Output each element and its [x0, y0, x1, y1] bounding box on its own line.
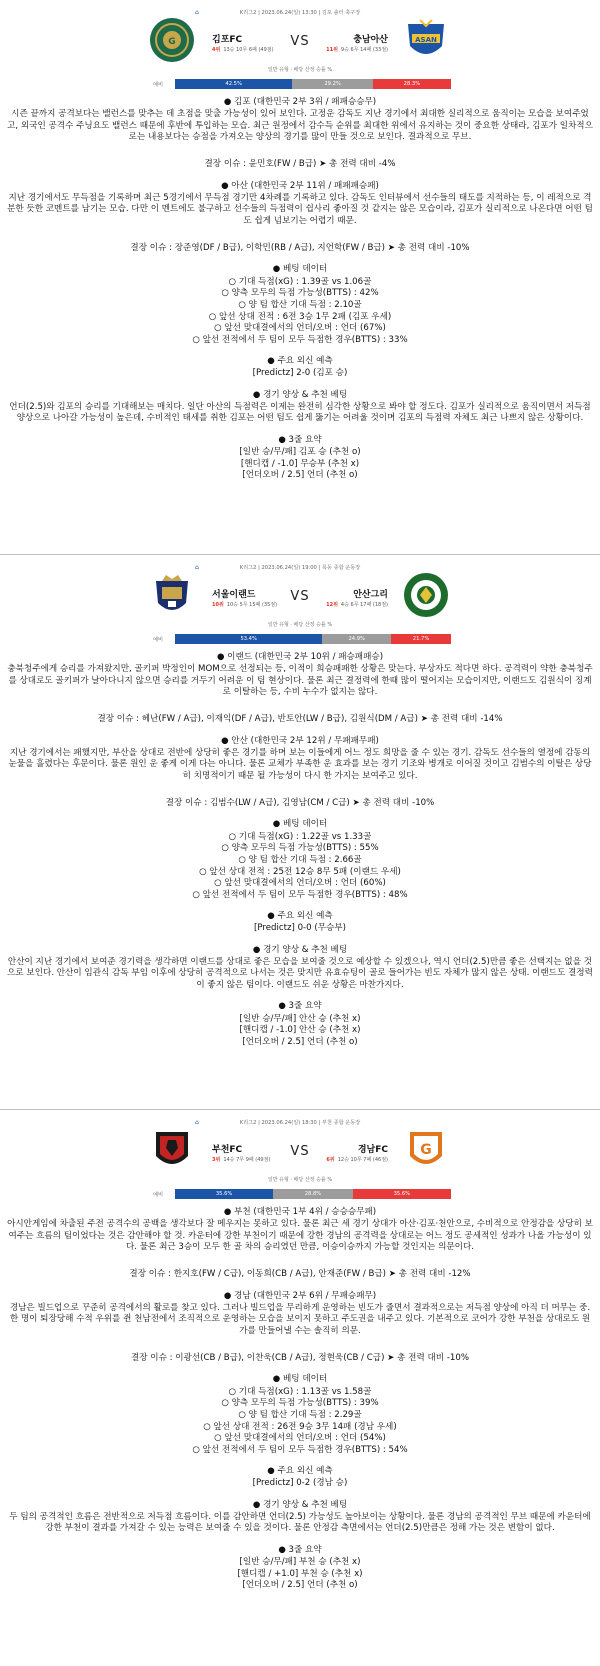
summary-title: ● 3줄 요약	[278, 434, 322, 445]
away-team-issue: 결장 이슈 : 장준영(DF / B급), 이학민(RB / A급), 지언학(FW / B급) ➤ 총 전력 대비 -10%	[130, 243, 470, 254]
away-team-issue: 결장 이슈 : 이광선(CB / B급), 이찬욱(CB / A급), 정현욱(CB / C급) ➤ 총 전력 대비 -10%	[130, 1353, 470, 1364]
away-team-text: 지난 경기에서는 패했지만, 부산을 상대로 전반에 상당히 좋은 경기를 하며 보는 이들에게 어느 정도 희망을 줄 수 있는 경기. 감독도 선수들의 열정에 감동의 눈물을 흘렸다는 후문이다. 물론 원인 운 좋게 이게 다는 아니다. 물론 교체가 부족한 운 효과를 보는 경기 기조와 병개로 이어질 것이고 김범수의 이탈은 상당히 치명적이기 때문 될 가능성이 다시 한 가지는 보여주고 있다.	[8, 748, 592, 781]
odds-lose-segment: 28.3%	[373, 79, 451, 89]
summary-item: [언더오버 / 2.5] 언더 (추천 o)	[242, 1036, 358, 1047]
away-team-title: ● 안산 (대한민국 2부 12위 / 무패패무패)	[221, 735, 379, 746]
match-meta: K리그2 | 2023.06.24(일) 19:00 | 목동 종합 운동장	[239, 565, 361, 571]
home-team-title: ● 김포 (대한민국 2부 3위 / 패패승승무)	[223, 97, 377, 107]
odds-bar	[175, 1189, 451, 1199]
odds-draw-segment: 24.9%	[322, 634, 391, 644]
away-team-record: 12위 4승 6무 17패 (18점)	[326, 602, 388, 608]
home-team-text: 충북청주에게 승리를 가져왔지만, 골키퍼 박정인이 MOM으로 선정되는 등, 이적이 희승패패한 상황은 맞는다. 부상자도 적다면 하다. 공격력이 약한 충북청주를 상대로도 골키퍼가 날아다니지 않으면 승리를 거두기 어려운 이 팀 현상이다. 물론 최근 결정력에 한때 많이 떨어지는 모습이지만, 이랜드도 김원식이 징계로 이탈하는 등, 수비 누수가 없지는 않다.	[7, 664, 593, 698]
betting-item: ○ 앞선 상대 전적 : 26전 9승 3무 14패 (경남 우세)	[203, 1421, 397, 1432]
vs-label: VS	[290, 34, 310, 49]
summary-item: [언더오버 / 2.5] 언더 (추천 o)	[242, 470, 358, 481]
betting-item: ○ 양측 모두의 득점 가능성(BTTS) : 55%	[221, 843, 379, 854]
betting-item: ○ 양측 모두의 득점 가능성(BTTS) : 42%	[221, 288, 379, 299]
away-team-record: 6위 12승 10무 7패 (46점)	[326, 1157, 388, 1163]
away-team-section	[6, 1291, 594, 1365]
odds-bar	[175, 634, 451, 644]
home-team-name: 김포FC	[212, 35, 243, 45]
betting-item: ○ 양 팀 합산 기대 득점 : 2.29골	[238, 1409, 362, 1420]
home-team-section	[6, 652, 594, 726]
away-team-record: 11위 9승 6무 14패 (33점)	[326, 47, 388, 53]
home-team-record: 4위 13승 10무 6패 (49점)	[212, 47, 274, 53]
summary-item: [일반 승/무/패] 안산 승 (추천 x)	[239, 1013, 361, 1024]
odds-lose-segment: 35.6%	[353, 1189, 451, 1199]
summary-title: ● 3줄 요약	[278, 1001, 322, 1012]
home-team-text: 시즌 끝까지 공격보다는 밸런스를 맞추는 데 초점을 맞출 가능성이 있어 보인다. 고정운 감독도 지난 경기에서 최대한 실리적으로 움직이는 모습을 보여주었고, 외국인 공격수 주닝요도 밸런스 때문에 후반에 투입하는 모습. 최근 원정에서 감수득 순위를 최대한 위에서 유지하는 것이 중요한 상태라, 김포가 일차적으로는 내용보다는 승점을 가져오는 양상의 경기를 많이 만들 것으로 보인다. 결과적으로 무브.	[7, 109, 593, 143]
away-team-logo	[402, 571, 450, 619]
betting-data-section	[6, 819, 594, 901]
home-team-name: 서울이랜드	[212, 590, 256, 600]
prediction-section	[6, 1466, 594, 1490]
prediction-text: [Predictz] 2-0 (김포 승)	[252, 368, 348, 379]
svg-text:G: G	[168, 37, 176, 47]
away-team-name: 경남FC	[357, 1145, 388, 1155]
odds-bar-label: 예비	[153, 82, 164, 88]
away-team-text: 경남은 빌드업으로 꾸준히 공격에서의 활로를 찾고 있다. 그러나 빌드업을 무리하게 운영하는 빈도가 줄면서 결과적으로는 저득점 양상에 아직 더 머무는 중. 한 명이 퇴장당해 수적 우위를 쥔 천남전에서 조직적으로 운영하는 모습을 보이지 못하고 주도권을 내주고 있다. 기본적으로 코어가 강한 부천을 상대로도 원가를 만들어낼 수는 솔직히 의문.	[9, 1303, 591, 1336]
match-header	[0, 1110, 600, 1188]
summary-section	[6, 1545, 594, 1592]
match-flow-section	[6, 390, 594, 425]
odds-lose-segment: 21.7%	[391, 634, 451, 644]
match-flow-title: ● 경기 양상 & 추천 베팅	[252, 944, 348, 955]
vs-label: VS	[290, 1144, 310, 1159]
vs-label: VS	[290, 589, 310, 604]
match-flow-text: 안산이 지난 경기에서 보여준 경기력을 생각하면 이랜드를 상대로 좋은 모습을 보여줄 것으로 예상할 수 있겠으나, 역시 언더(2.5)만큼 좋은 선택지는 없을 것으로 보인다. 안산이 임관식 감독 부임 이후에 상당히 공격적으로 나서는 것은 맞지만 유효슈팅이 골로 들어가는 빈도 자체가 많지 않은 상태. 이랜드도 결정력이 좋지 않은 팀이다. 이랜드도 쉬운 상황은 마찬가지다.	[7, 957, 593, 990]
match-flow-title: ● 경기 양상 & 추천 베팅	[252, 389, 348, 400]
home-icon: ⌂	[195, 564, 199, 571]
betting-item: ○ 기대 득점(xG) : 1.39골 vs 1.06골	[228, 276, 372, 287]
match-card	[0, 0, 600, 555]
betting-data-section	[6, 1374, 594, 1456]
summary-section	[6, 1001, 594, 1048]
betting-item: ○ 앞선 맞대결에서의 언더/오버 : 언더 (54%)	[214, 1433, 386, 1444]
summary-item: [핸디캡 / -1.0] 무승부 (추천 x)	[240, 458, 360, 469]
match-analysis	[0, 92, 600, 482]
betting-item: ○ 앞선 전적에서 두 팀이 모두 득점한 경우(BTTS) : 48%	[192, 889, 408, 900]
away-team-section	[6, 736, 594, 810]
betting-item: ○ 앞선 맞대결에서의 언더/오버 : 언더 (67%)	[214, 323, 386, 334]
odds-type-label: 일반 유형 · 배당 산정 승률 %	[267, 67, 333, 73]
prediction-title: ● 주요 외신 예측	[267, 356, 333, 367]
match-header	[0, 0, 600, 78]
betting-item: ○ 기대 득점(xG) : 1.13골 vs 1.58골	[228, 1386, 372, 1397]
odds-bar	[175, 79, 451, 89]
away-team-name: 충남아산	[353, 35, 388, 45]
prediction-title: ● 주요 외신 예측	[267, 911, 333, 922]
match-analysis	[0, 647, 600, 1048]
betting-item: ○ 양 팀 합산 기대 득점 : 2.10골	[238, 299, 362, 310]
away-team-section	[6, 181, 594, 255]
prediction-text: [Predictz] 0-0 (무승부)	[254, 923, 346, 934]
betting-item: ○ 앞선 상대 전적 : 6전 3승 1무 2패 (김포 우세)	[208, 311, 392, 322]
odds-bar-row	[0, 1188, 600, 1202]
home-team-issue: 결장 이슈 : 윤민호(FW / B급) ➤ 총 전력 대비 -4%	[204, 159, 396, 170]
match-analysis	[0, 1202, 600, 1592]
odds-draw-segment: 28.8%	[273, 1189, 352, 1199]
betting-data-title: ● 베팅 데이터	[272, 819, 328, 830]
away-team-title: ● 아산 (대한민국 2부 11위 / 패패패승패)	[221, 180, 379, 191]
prediction-section	[6, 356, 594, 380]
home-icon: ⌂	[195, 1119, 199, 1126]
match-header	[0, 555, 600, 633]
betting-item: ○ 양측 모두의 득점 가능성(BTTS) : 39%	[221, 1398, 379, 1409]
odds-draw-segment: 29.2%	[292, 79, 373, 89]
match-card	[0, 1110, 600, 1666]
match-flow-text: 두 팀의 공격적인 흐름은 전반적으로 저득점 흐름이다. 이를 감안하면 언더(2.5) 가능성도 높아보이는 상황이다. 물론 경남의 공격적인 무브 때문에 카운터에 강한 부천이 결과를 가져갈 수 있는 능력은 보여줄 수 있을 것이다. 물론 안정감 측면에서는 언더(2.5)만큼은 정해 가는 것은 변함이 없다.	[9, 1512, 591, 1534]
summary-item: [일반 승/무/패] 김포 승 (추천 o)	[239, 447, 361, 458]
home-icon: ⌂	[195, 9, 199, 16]
home-team-text: 아시안게임에 차출된 주전 공격수의 공백을 생각보다 잘 메우지는 못하고 있다. 물론 최근 세 경기 상대가 아산·김포·천안으로, 수비적으로 안정감을 상당히 보여주는 흐름의 팀이었다는 것은 감안해야 할 것. 카운터에 강한 부천이기 때문에 강한 경남의 공격력을 상대로는 어느 정도 공세적인 성과가 나올 가능성이 있다. 물론 최근 3승이 모두 한 골 차의 승리였던 만큼, 이승이승까지 가능할 것인지는 의문이다.	[7, 1219, 593, 1253]
home-team-issue: 결장 이슈 : 헤난(FW / A급), 이재익(DF / A급), 반토안(LW / B급), 김원식(DM / A급) ➤ 총 전력 대비 -14%	[97, 714, 503, 725]
match-flow-title: ● 경기 양상 & 추천 베팅	[252, 1499, 348, 1510]
odds-bar-row	[0, 78, 600, 92]
betting-item: ○ 기대 득점(xG) : 1.22골 vs 1.33골	[228, 831, 372, 842]
match-card	[0, 555, 600, 1110]
home-team-record: 3위 14승 7무 9패 (49점)	[212, 1157, 271, 1163]
svg-text:ASAN: ASAN	[415, 36, 437, 44]
away-team-logo	[402, 1126, 450, 1174]
away-team-title: ● 경남 (대한민국 2부 6위 / 무패승패무)	[223, 1290, 377, 1301]
betting-item: ○ 양 팀 합산 기대 득점 : 2.66골	[238, 854, 362, 865]
away-team-name: 안산그리	[353, 590, 388, 600]
home-team-section	[6, 1207, 594, 1281]
home-team-issue: 결장 이슈 : 한지호(FW / C급), 이동희(CB / A급), 안재준(FW / B급) ➤ 총 전력 대비 -12%	[129, 1269, 471, 1280]
betting-item: ○ 앞선 전적에서 두 팀이 모두 득점한 경우(BTTS) : 33%	[192, 334, 408, 345]
away-team-text: 지난 경기에서도 무득점을 기록하며 최근 5경기에서 무득점 경기만 4차례를 기록하고 있다. 감독도 인터뷰에서 선수들의 태도를 지적하는 등, 이 레적으로 격분한 듯한 코멘트를 남기는 모습. 다만 이 멘트에도 불구하고 선수들의 득점력이 쉽사리 좋아질 것 같지는 않은 모습이라, 김포가 실리적으로 나온다면 어떤 팀도 쉽게 넘보기는 어렵기 때문.	[7, 193, 593, 226]
home-team-title: ● 이랜드 (대한민국 2부 10위 / 패승패패승)	[216, 652, 384, 662]
away-team-logo	[402, 16, 450, 64]
odds-bar-label: 예비	[153, 1192, 164, 1198]
home-team-record: 10위 10승 5무 15패 (35점)	[212, 602, 278, 608]
summary-item: [핸디캡 / -1.0] 안산 승 (추천 x)	[239, 1025, 361, 1036]
summary-item: [언더오버 / 2.5] 언더 (추천 o)	[242, 1580, 358, 1591]
match-flow-section	[6, 1500, 594, 1535]
match-meta: K리그2 | 2023.06.24(일) 13:30 | 김포 솔터 축구장	[239, 10, 361, 16]
betting-data-title: ● 베팅 데이터	[272, 1374, 328, 1385]
betting-item: ○ 앞선 맞대결에서의 언더/오버 : 언더 (60%)	[214, 878, 386, 889]
match-flow-section	[6, 945, 594, 991]
summary-item: [핸디캡 / +1.0] 부천 승 (추천 x)	[237, 1568, 363, 1579]
match-flow-text: 언더(2.5)와 김포의 승리를 기대해보는 매치다. 일단 아산의 득점력은 이제는 완전히 심각한 상황으로 봐야 할 정도다. 김포가 실리적으로 움직이면서 저득점 양상으로 나아갈 가능성이 높은데, 수비적인 태세를 취한 김포는 어떤 팀도 쉽게 뚫기는 어려울 것이며 김포의 득점력 자체도 최근 나쁘지 않은 상황이다.	[9, 402, 591, 424]
odds-type-label: 일반 유형 · 배당 산정 승률 %	[267, 1177, 333, 1183]
home-team-name: 부천FC	[212, 1145, 243, 1155]
betting-item: ○ 앞선 전적에서 두 팀이 모두 득점한 경우(BTTS) : 54%	[192, 1444, 408, 1455]
prediction-title: ● 주요 외신 예측	[267, 1466, 333, 1477]
match-meta: K리그2 | 2023.06.24(일) 18:30 | 부천 종합 운동장	[239, 1120, 361, 1126]
svg-text:G: G	[420, 1142, 432, 1158]
away-team-issue: 결장 이슈 : 김범수(LW / A급), 김영남(CM / C급) ➤ 총 전력 대비 -10%	[165, 798, 435, 809]
odds-bar-label: 예비	[153, 637, 164, 643]
betting-data-title: ● 베팅 데이터	[272, 264, 328, 275]
odds-win-segment: 42.5%	[175, 79, 292, 89]
home-team-title: ● 부천 (대한민국 1부 4위 / 승승승무패)	[223, 1207, 377, 1217]
summary-item: [일반 승/무/패] 부천 승 (추천 x)	[239, 1557, 361, 1568]
home-team-section	[6, 97, 594, 171]
odds-win-segment: 35.6%	[175, 1189, 273, 1199]
prediction-text: [Predictz] 0-2 (경남 승)	[252, 1478, 348, 1489]
betting-data-section	[6, 264, 594, 346]
odds-type-label: 일반 유형 · 배당 산정 승률 %	[267, 622, 333, 628]
summary-title: ● 3줄 요약	[278, 1544, 322, 1555]
summary-section	[6, 435, 594, 482]
prediction-section	[6, 911, 594, 935]
odds-win-segment: 53.4%	[175, 634, 322, 644]
betting-item: ○ 앞선 상대 전적 : 25전 12승 8무 5패 (이랜드 우세)	[199, 866, 401, 877]
odds-bar-row	[0, 633, 600, 647]
